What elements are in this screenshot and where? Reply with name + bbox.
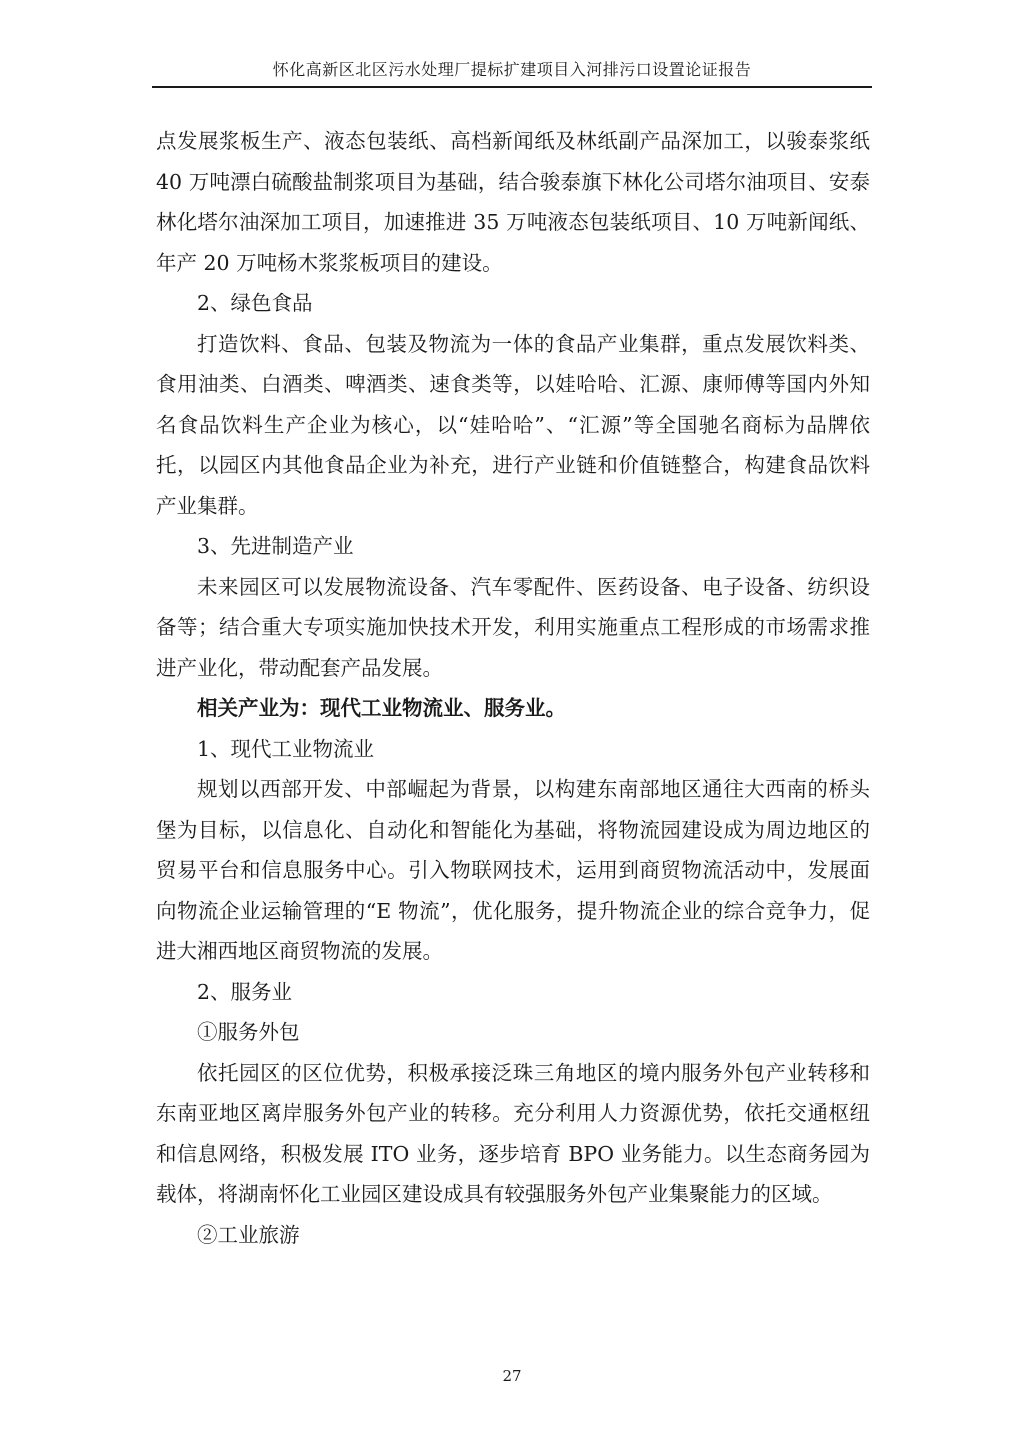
body-text (156, 121, 870, 1255)
page-header: 怀化高新区北区污水处理厂提标扩建项目入河排污口设置论证报告 (272, 60, 752, 79)
paragraph-green-food: 打造饮料、食品、包装及物流为一体的食品产业集群，重点发展饮料类、食用油类、白酒类、啤酒类、速食类等，以娃哈哈、汇源、康师傅等国内外知名食品饮料生产企业为核心，以“娃哈哈”、“汇源”等全国驰名商标为品牌依托，以园区内其他食品企业为补充，进行产业链和价值链整合，构建食品饮料产业集群。 (156, 331, 870, 518)
heading-industrial-tourism: ②工业旅游 (197, 1222, 300, 1247)
heading-services: 2、服务业 (197, 979, 293, 1004)
paragraph-advanced-manufacturing: 未来园区可以发展物流设备、汽车零配件、医药设备、电子设备、纺织设备等；结合重大专项实施加快技术开发，利用实施重点工程形成的市场需求推进产业化，带动配套产品发展。 (156, 574, 870, 680)
header-rule (152, 86, 872, 88)
heading-related-industries: 相关产业为：现代工业物流业、服务业。 (197, 696, 566, 720)
page-number: 27 (502, 1367, 522, 1385)
paragraph-modern-logistics: 规划以西部开发、中部崛起为背景，以构建东南部地区通往大西南的桥头堡为目标，以信息化、自动化和智能化为基础，将物流园建设成为周边地区的贸易平台和信息服务中心。引入物联网技术，运用到商贸物流活动中，发展面向物流企业运输管理的“E 物流”，优化服务，提升物流企业的综合竞争力，促进大湘西地区商贸物流的发展。 (156, 777, 870, 963)
heading-advanced-manufacturing: 3、先进制造产业 (197, 534, 354, 558)
paragraph-service-outsourcing: 依托园区的区位优势，积极承接泛珠三角地区的境内服务外包产业转移和东南亚地区离岸服务外包产业的转移。充分利用人力资源优势，依托交通枢纽和信息网络，积极发展 ITO 业务，逐步培育 BPO 业务能力。以生态商务园为载体，将湖南怀化工业园区建设成具有较强服务外包产业集聚能力的区域。 (156, 1060, 870, 1206)
heading-service-outsourcing: ①服务外包 (197, 1020, 300, 1044)
heading-modern-logistics: 1、现代工业物流业 (197, 736, 375, 761)
paragraph-continuation: 点发展浆板生产、液态包装纸、高档新闻纸及林纸副产品深加工，以骏泰浆纸 40 万吨漂白硫酸盐制浆项目为基础，结合骏泰旗下林化公司塔尔油项目、安泰林化塔尔油深加工项目，加速推进 35 万吨液态包装纸项目、10 万吨新闻纸、年产 20 万吨杨木浆浆板项目的建设。 (156, 129, 870, 275)
heading-green-food: 2、绿色食品 (197, 291, 313, 315)
